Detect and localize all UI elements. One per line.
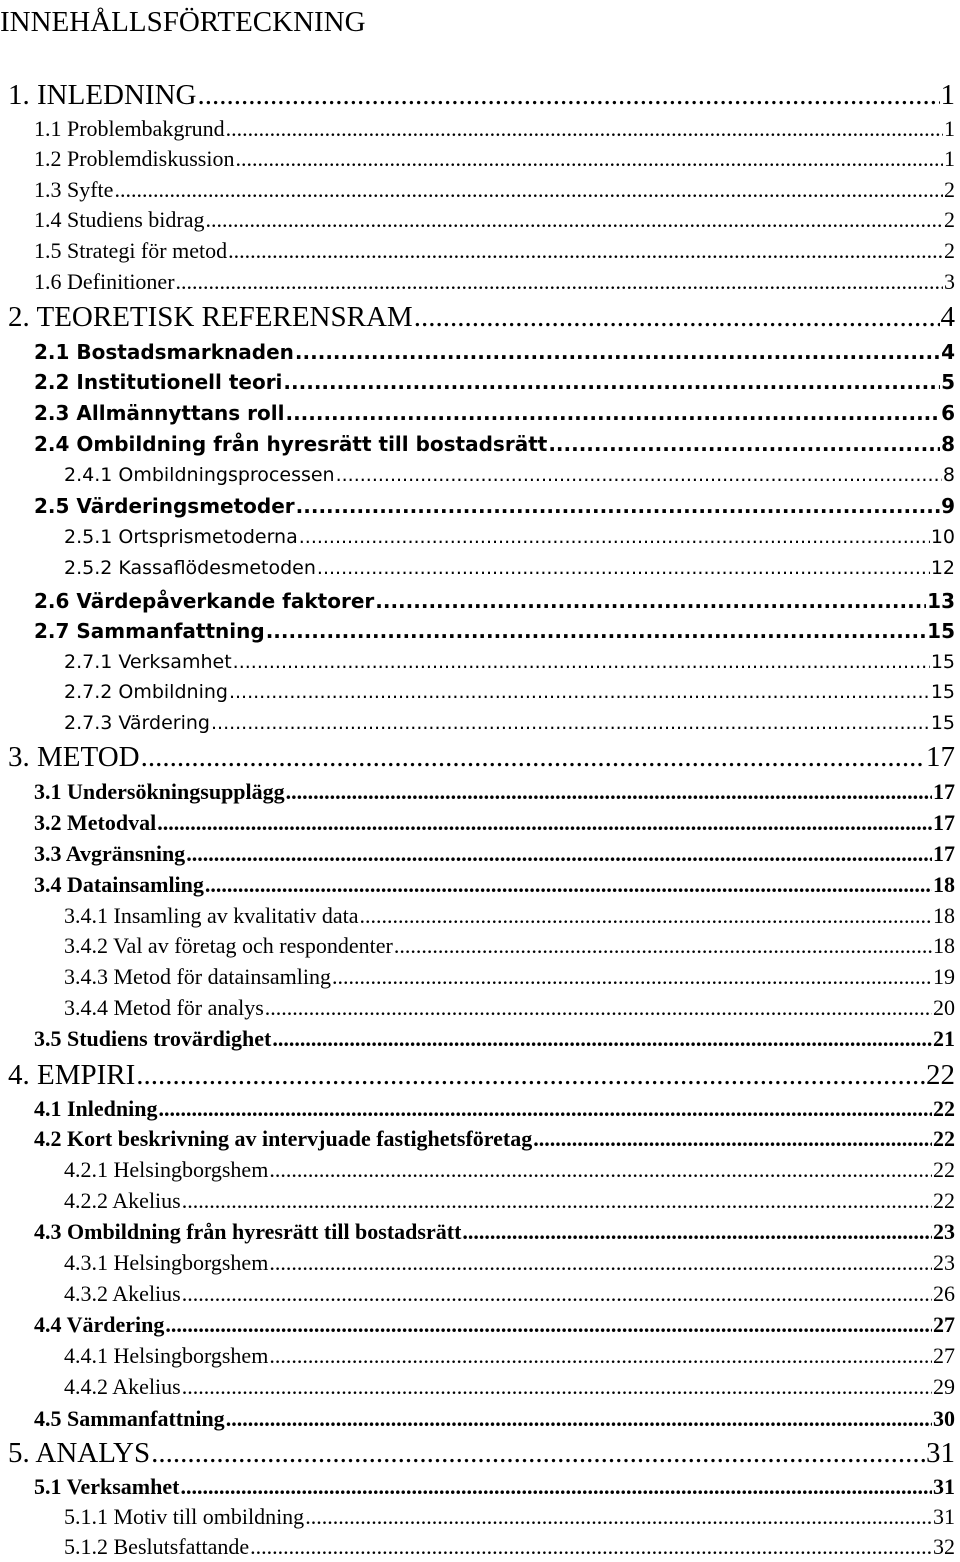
toc-entry-page-number: 1 bbox=[940, 79, 955, 111]
toc-entry[interactable] bbox=[34, 1404, 955, 1434]
toc-entry-label: 1.6 Definitioner bbox=[34, 269, 175, 294]
dot-leader bbox=[414, 300, 940, 334]
toc-entry-page-number: 15 bbox=[930, 712, 955, 734]
toc-entry[interactable] bbox=[34, 1094, 955, 1124]
toc-entry[interactable] bbox=[34, 777, 955, 807]
toc-entry[interactable] bbox=[64, 901, 955, 931]
dot-leader bbox=[269, 1341, 932, 1371]
dot-leader bbox=[533, 1124, 932, 1154]
toc-entry-page-number: 15 bbox=[930, 651, 955, 673]
toc-entry-page-number: 6 bbox=[941, 401, 955, 425]
dot-leader bbox=[235, 144, 943, 174]
toc-entry-label: 3.4 Datainsamling bbox=[34, 872, 204, 897]
toc-entry-label: 4.4.1 Helsingborgshem bbox=[64, 1343, 269, 1368]
toc-entry-label: 1.3 Syfte bbox=[34, 177, 114, 202]
toc-entry[interactable] bbox=[64, 1279, 955, 1309]
toc-entry-page-number: 15 bbox=[930, 681, 955, 703]
toc-entry[interactable] bbox=[64, 677, 955, 707]
toc-entry-label: 1.5 Strategi för metod bbox=[34, 238, 228, 263]
toc-entry-label: 2.7.3 Värdering bbox=[64, 712, 210, 734]
toc-entry[interactable] bbox=[64, 962, 955, 992]
toc-entry[interactable] bbox=[8, 1436, 955, 1470]
dot-leader bbox=[211, 708, 930, 738]
toc-entry-label: 1.2 Problemdiskussion bbox=[34, 146, 235, 171]
toc-entry-page-number: 1 bbox=[944, 116, 955, 141]
toc-entry-label: 4.3 Ombildning från hyresrätt till bostadsrätt bbox=[34, 1219, 462, 1244]
dot-leader bbox=[336, 460, 942, 490]
toc-entry-label: 3.5 Studiens trovärdighet bbox=[34, 1026, 272, 1051]
toc-entry-label: 2.5 Värderingsmetoder bbox=[34, 494, 295, 518]
toc-entry-page-number: 17 bbox=[926, 741, 955, 773]
toc-entry[interactable] bbox=[34, 491, 955, 521]
dot-leader bbox=[226, 114, 943, 144]
dot-leader bbox=[182, 1279, 932, 1309]
toc-entry-page-number: 31 bbox=[933, 1504, 955, 1529]
dot-leader bbox=[141, 740, 925, 774]
toc-entry[interactable] bbox=[34, 839, 955, 869]
toc-entry-page-number: 4 bbox=[940, 301, 955, 333]
toc-entry[interactable] bbox=[64, 460, 955, 490]
toc-entry-label: 1. INLEDNING bbox=[8, 79, 197, 111]
toc-entry-label: 3.1 Undersökningsupplägg bbox=[34, 779, 285, 804]
toc-entry-label: 5.1 Verksamhet bbox=[34, 1474, 180, 1499]
toc-entry[interactable] bbox=[34, 616, 955, 646]
dot-leader bbox=[229, 677, 930, 707]
toc-entry[interactable] bbox=[34, 267, 955, 297]
toc-entry-page-number: 9 bbox=[941, 494, 955, 518]
toc-entry-label: 4.3.1 Helsingborgshem bbox=[64, 1250, 269, 1275]
toc-entry-page-number: 8 bbox=[941, 432, 955, 456]
dot-leader bbox=[250, 1532, 932, 1562]
dot-leader bbox=[296, 491, 940, 521]
toc-entry-page-number: 17 bbox=[933, 810, 955, 835]
toc-entry-page-number: 22 bbox=[926, 1059, 955, 1091]
toc-entry[interactable] bbox=[64, 1155, 955, 1185]
dot-leader bbox=[360, 901, 933, 931]
dot-leader bbox=[186, 839, 932, 869]
toc-entry-label: 2.7.2 Ombildning bbox=[64, 681, 228, 703]
toc-entry-page-number: 10 bbox=[930, 526, 955, 548]
toc-entry[interactable] bbox=[34, 1310, 955, 1340]
toc-entry-label: 4.2.1 Helsingborgshem bbox=[64, 1157, 269, 1182]
toc-entry[interactable] bbox=[64, 1341, 955, 1371]
toc-entry-label: 4.4 Värdering bbox=[34, 1312, 165, 1337]
toc-entry-label: 2.3 Allmännyttans roll bbox=[34, 401, 285, 425]
toc-entry-label: 2.4.1 Ombildningsprocessen bbox=[64, 464, 335, 486]
toc-entry-page-number: 17 bbox=[933, 779, 955, 804]
toc-entry[interactable] bbox=[34, 429, 955, 459]
toc-entry[interactable] bbox=[34, 870, 955, 900]
toc-entry-label: 3.4.1 Insamling av kvalitativ data bbox=[64, 903, 359, 928]
toc-entry[interactable] bbox=[64, 647, 955, 677]
toc-entry[interactable] bbox=[64, 1532, 955, 1562]
dot-leader bbox=[182, 1186, 932, 1216]
toc-entry[interactable] bbox=[64, 993, 955, 1023]
dot-leader bbox=[285, 398, 940, 428]
toc-entry-label: 3. METOD bbox=[8, 741, 140, 773]
toc-entry-page-number: 12 bbox=[930, 557, 955, 579]
toc-entry[interactable] bbox=[64, 708, 955, 738]
toc-entry-label: 3.3 Avgränsning bbox=[34, 841, 186, 866]
toc-entry-page-number: 31 bbox=[926, 1437, 955, 1469]
toc-entry-page-number: 13 bbox=[927, 589, 955, 613]
toc-entry[interactable] bbox=[34, 114, 955, 144]
toc-entry-page-number: 30 bbox=[933, 1406, 955, 1431]
toc-entry[interactable] bbox=[34, 367, 955, 397]
toc-title: INNEHÅLLSFÖRTECKNING bbox=[0, 6, 366, 38]
toc-entry[interactable] bbox=[34, 1024, 955, 1054]
toc-entry[interactable] bbox=[8, 78, 955, 112]
toc-entry[interactable] bbox=[34, 144, 955, 174]
toc-entry-label: 3.4.3 Metod för datainsamling bbox=[64, 964, 332, 989]
toc-entry[interactable] bbox=[64, 553, 955, 583]
toc-entry-page-number: 3 bbox=[944, 269, 955, 294]
toc-entry[interactable] bbox=[8, 740, 955, 774]
dot-leader bbox=[283, 367, 940, 397]
dot-leader bbox=[394, 931, 932, 961]
toc-entry-page-number: 2 bbox=[944, 238, 955, 263]
toc-entry-page-number: 20 bbox=[933, 995, 955, 1020]
toc-entry-label: 2.7.1 Verksamhet bbox=[64, 651, 232, 673]
toc-entry[interactable] bbox=[34, 175, 955, 205]
toc-entry-page-number: 18 bbox=[933, 903, 955, 928]
toc-entry[interactable] bbox=[34, 337, 955, 367]
toc-entry-page-number: 23 bbox=[933, 1219, 955, 1244]
toc-entry-label: 1.1 Problembakgrund bbox=[34, 116, 225, 141]
toc-entry-label: 2. TEORETISK REFERENSRAM bbox=[8, 301, 413, 333]
toc-entry-label: 5. ANALYS bbox=[8, 1437, 151, 1469]
toc-entry-page-number: 2 bbox=[944, 177, 955, 202]
toc-entry-page-number: 18 bbox=[933, 872, 955, 897]
toc-entry[interactable] bbox=[64, 1372, 955, 1402]
dot-leader bbox=[265, 993, 932, 1023]
dot-leader bbox=[197, 78, 939, 112]
toc-entry-label: 2.1 Bostadsmarknaden bbox=[34, 340, 294, 364]
dot-leader bbox=[272, 1024, 932, 1054]
toc-entry-page-number: 21 bbox=[933, 1026, 955, 1051]
toc-entry-page-number: 22 bbox=[933, 1188, 955, 1213]
dot-leader bbox=[299, 522, 930, 552]
toc-entry-label: 4.2.2 Akelius bbox=[64, 1188, 181, 1213]
dot-leader bbox=[228, 236, 943, 266]
dot-leader bbox=[317, 553, 930, 583]
toc-entry-page-number: 29 bbox=[933, 1374, 955, 1399]
toc-entry[interactable] bbox=[34, 236, 955, 266]
toc-entry[interactable] bbox=[34, 1217, 955, 1247]
toc-entry-page-number: 31 bbox=[933, 1474, 955, 1499]
toc-entry[interactable] bbox=[8, 1058, 955, 1092]
dot-leader bbox=[206, 205, 944, 235]
toc-entry-page-number: 5 bbox=[941, 370, 955, 394]
dot-leader bbox=[151, 1436, 925, 1470]
toc-entry-page-number: 23 bbox=[933, 1250, 955, 1275]
dot-leader bbox=[114, 175, 943, 205]
toc-entry-page-number: 26 bbox=[933, 1281, 955, 1306]
dot-leader bbox=[375, 586, 926, 616]
dot-leader bbox=[165, 1310, 932, 1340]
toc-entry-label: 4.5 Sammanfattning bbox=[34, 1406, 225, 1431]
dot-leader bbox=[226, 1404, 932, 1434]
dot-leader bbox=[462, 1217, 932, 1247]
toc-entry-page-number: 17 bbox=[933, 841, 955, 866]
toc-entry[interactable] bbox=[34, 808, 955, 838]
toc-entry-page-number: 4 bbox=[941, 340, 955, 364]
toc-entry-page-number: 2 bbox=[944, 207, 955, 232]
toc-entry[interactable] bbox=[34, 398, 955, 428]
toc-entry-label: 4. EMPIRI bbox=[8, 1059, 136, 1091]
toc-entry[interactable] bbox=[34, 1124, 955, 1154]
toc-entry-label: 5.1.2 Beslutsfattande bbox=[64, 1534, 250, 1559]
dot-leader bbox=[269, 1248, 932, 1278]
toc-entry-label: 2.4 Ombildning från hyresrätt till bostadsrätt bbox=[34, 432, 548, 456]
toc-entry-page-number: 15 bbox=[927, 619, 955, 643]
toc-entry-label: 4.2 Kort beskrivning av intervjuade fastighetsföretag bbox=[34, 1126, 533, 1151]
toc-entry-label: 3.4.4 Metod för analys bbox=[64, 995, 264, 1020]
toc-entry-page-number: 22 bbox=[933, 1157, 955, 1182]
dot-leader bbox=[295, 337, 940, 367]
toc-entry-page-number: 1 bbox=[944, 146, 955, 171]
toc-entry-label: 2.6 Värdepåverkande faktorer bbox=[34, 589, 375, 613]
toc-entry-page-number: 19 bbox=[933, 964, 955, 989]
toc-entry[interactable] bbox=[34, 1472, 955, 1502]
dot-leader bbox=[180, 1472, 932, 1502]
toc-entry[interactable] bbox=[64, 931, 955, 961]
toc-entry-label: 3.4.2 Val av företag och respondenter bbox=[64, 933, 393, 958]
toc-entry-label: 4.1 Inledning bbox=[34, 1096, 158, 1121]
dot-leader bbox=[205, 870, 932, 900]
toc-entry[interactable] bbox=[64, 522, 955, 552]
toc-entry-label: 4.3.2 Akelius bbox=[64, 1281, 181, 1306]
toc-entry-label: 1.4 Studiens bidrag bbox=[34, 207, 205, 232]
toc-entry[interactable] bbox=[64, 1502, 955, 1532]
dot-leader bbox=[548, 429, 940, 459]
toc-entry[interactable] bbox=[34, 205, 955, 235]
dot-leader bbox=[182, 1372, 932, 1402]
toc-entry-page-number: 22 bbox=[933, 1096, 955, 1121]
toc-entry[interactable] bbox=[64, 1186, 955, 1216]
dot-leader bbox=[176, 267, 943, 297]
toc-entry-page-number: 27 bbox=[933, 1343, 955, 1368]
toc-entry-label: 2.5.1 Ortsprismetoderna bbox=[64, 526, 298, 548]
toc-entry-label: 2.7 Sammanfattning bbox=[34, 619, 265, 643]
toc-entry[interactable] bbox=[34, 586, 955, 616]
dot-leader bbox=[157, 808, 932, 838]
toc-entry-page-number: 18 bbox=[933, 933, 955, 958]
toc-entry-label: 2.5.2 Kassaflödesmetoden bbox=[64, 557, 316, 579]
dot-leader bbox=[159, 1094, 933, 1124]
dot-leader bbox=[305, 1502, 932, 1532]
toc-entry-page-number: 27 bbox=[933, 1312, 955, 1337]
toc-entry[interactable] bbox=[64, 1248, 955, 1278]
toc-entry-page-number: 32 bbox=[933, 1534, 955, 1559]
toc-entry-label: 3.2 Metodval bbox=[34, 810, 157, 835]
toc-entry[interactable] bbox=[8, 300, 955, 334]
toc-entry-label: 5.1.1 Motiv till ombildning bbox=[64, 1504, 305, 1529]
toc-entry-page-number: 22 bbox=[933, 1126, 955, 1151]
dot-leader bbox=[136, 1058, 925, 1092]
dot-leader bbox=[286, 777, 932, 807]
dot-leader bbox=[269, 1155, 932, 1185]
dot-leader bbox=[332, 962, 932, 992]
dot-leader bbox=[266, 616, 926, 646]
toc-entry-label: 4.4.2 Akelius bbox=[64, 1374, 181, 1399]
dot-leader bbox=[233, 647, 930, 677]
toc-entry-label: 2.2 Institutionell teori bbox=[34, 370, 283, 394]
toc-entry-page-number: 8 bbox=[942, 464, 955, 486]
